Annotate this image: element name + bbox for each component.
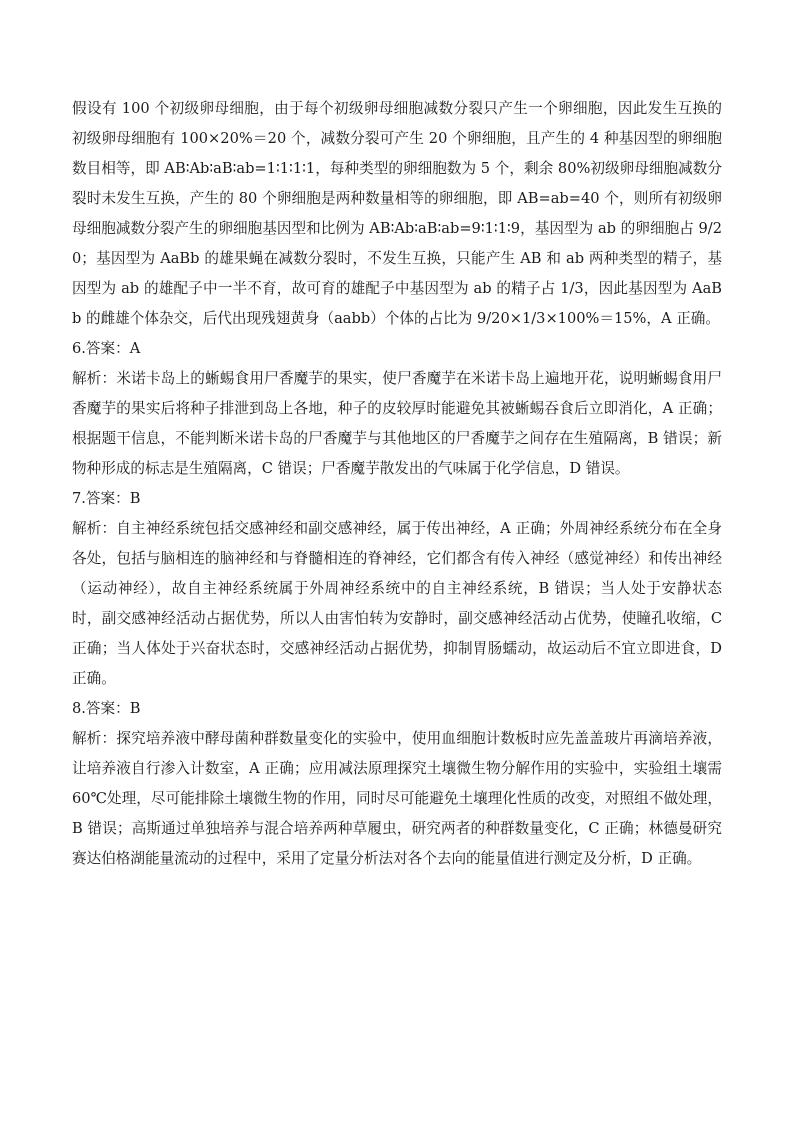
question-6: [72, 334, 722, 484]
analysis-paragraph: 解析：自主神经系统包括交感神经和副交感神经，属于传出神经，A 正确；外周神经系统分布在全身各处，包括与脑相连的脑神经和与脊髓相连的脊神经，它们都含有传入神经（感觉神经）和传出神经（运动神经），故自主神经系统属于外周神经系统中的自主神经系统，B 错误；当人处于安静状态时，副交感神经活动占据优势，所以人由害怕转为安静时，副交感神经活动占优势，使瞳孔收缩，C 正确；当人体处于兴奋状态时，交感神经活动占据优势，抑制胃肠蠕动，故运动后不宜立即进食，D 正确。: [72, 520, 722, 687]
continuation-paragraph: 假设有 100 个初级卵母细胞，由于每个初级卵母细胞减数分裂只产生一个卵细胞，因此发生互换的初级卵母细胞有 100×20%＝20 个，减数分裂可产生 20 个卵细胞，且产生的 4 种基因型的卵细胞数目相等，即 AB∶Ab∶aB∶ab=1∶1∶1∶1，每种类型的卵细胞数为 5 个，剩余 80%初级卵母细胞减数分裂时未发生互换，产生的 80 个卵细胞是两种数量相等的卵细胞，即 AB=ab=40 个，则所有初级卵母细胞减数分裂产生的卵细胞基因型和比例为 AB∶Ab∶aB∶ab=9∶1∶1∶9，基因型为 ab 的卵细胞占 9/20；基因型为 AaBb 的雄果蝇在减数分裂时，不发生互换，只能产生 AB 和 ab 两种类型的精子，基因型为 ab 的雄配子中一半不育，故可育的雄配子中基因型为 ab 的精子占 1/3，因此基因型为 AaBb 的雌雄个体杂交，后代出现残翅黄身（aabb）个体的占比为 9/20×1/3×100%＝15%，A 正确。: [72, 100, 722, 327]
answer-line: 7.答案：B: [72, 490, 141, 507]
document-page: [72, 94, 722, 874]
analysis-paragraph: 解析：探究培养液中酵母菌种群数量变化的实验中，使用血细胞计数板时应先盖盖玻片再滴培养液，让培养液自行渗入计数室，A 正确；应用减法原理探究土壤微生物分解作用的实验中，实验组土壤需60℃处理，尽可能排除土壤微生物的作用，同时尽可能避免土壤理化性质的改变，对照组不做处理，B 错误；高斯通过单独培养与混合培养两种草履虫，研究两者的种群数量变化，C 正确；林德曼研究赛达伯格湖能量流动的过程中，采用了定量分析法对各个去向的能量值进行测定及分析，D 正确。: [72, 730, 722, 867]
question-7: [72, 484, 722, 694]
analysis-paragraph: 解析：米诺卡岛上的蜥蜴食用尸香魔芋的果实，使尸香魔芋在米诺卡岛上遍地开花，说明蜥蜴食用尸香魔芋的果实后将种子排泄到岛上各地，种子的皮较厚时能避免其被蜥蜴吞食后立即消化，A 正确；根据题干信息，不能判断米诺卡岛的尸香魔芋与其他地区的尸香魔芋之间存在生殖隔离，B 错误；新物种形成的标志是生殖隔离，C 错误；尸香魔芋散发出的气味属于化学信息，D 错误。: [72, 370, 722, 477]
answer-line: 6.答案：A: [72, 340, 141, 357]
question-8: [72, 694, 722, 874]
answer-line: 8.答案：B: [72, 700, 141, 717]
